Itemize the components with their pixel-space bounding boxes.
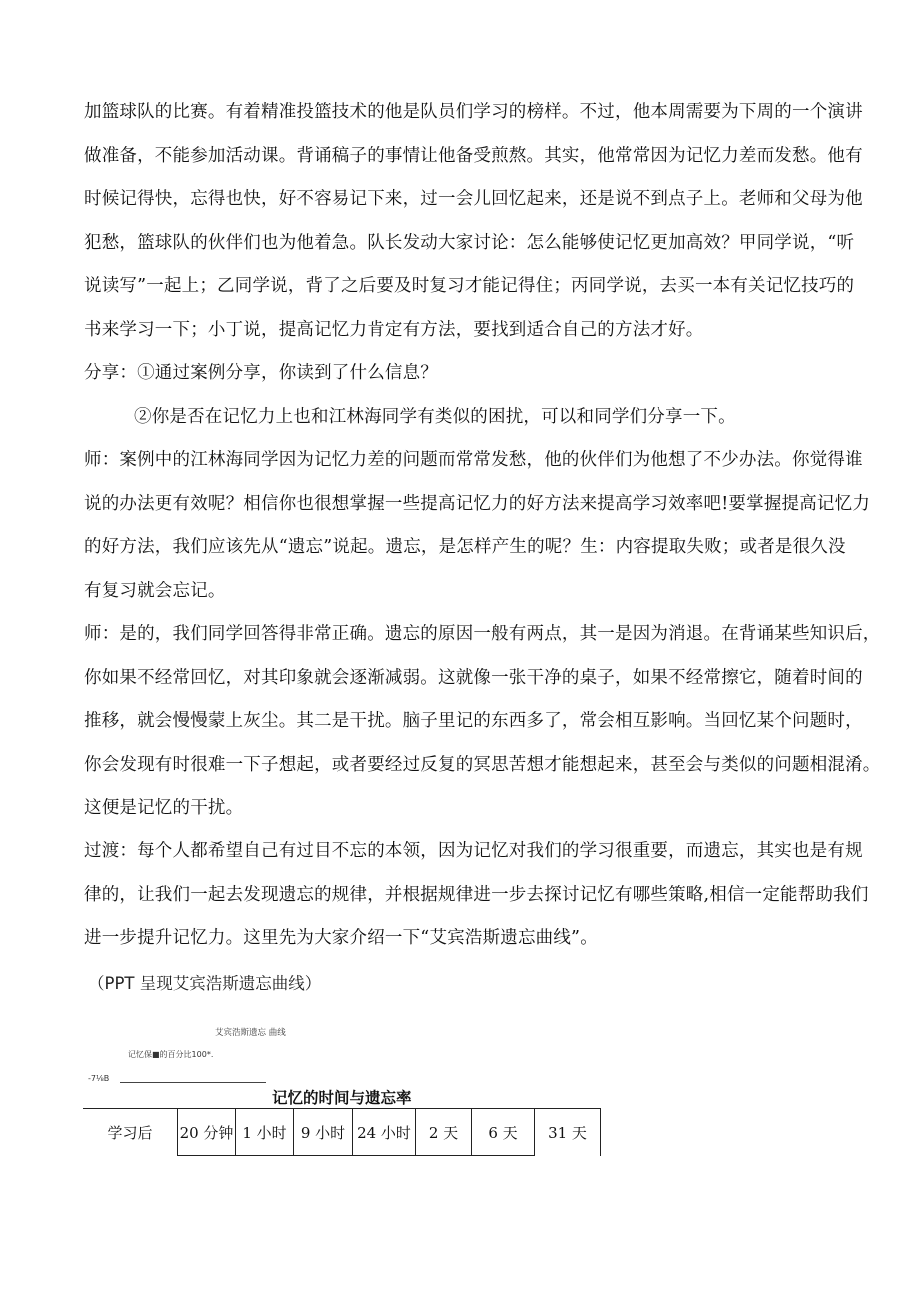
table-cell: 6 天 xyxy=(472,1109,535,1156)
text-line: 你会发现有时很难一下子想起，或者要经过反复的冥思苦想才能想起来，甚至会与类似的问题相混淆。 xyxy=(84,754,881,775)
text-line: 的好方法，我们应该先从“遗忘”说起。遗忘，是怎样产生的呢？生：内容提取失败；或者是很久没 xyxy=(84,537,846,557)
paragraph-teacher-1 xyxy=(84,439,871,613)
text-line: 做准备，不能参加活动课。背诵稿子的事情让他备受煎熬。其实，他常常因为记忆力差而发愁。他有 xyxy=(84,145,863,166)
text-line: 有复习就会忘记。 xyxy=(84,580,226,601)
figure-y-label: 记忆保■的百分比100*. xyxy=(128,1050,214,1059)
figure-axis-label: -7⅛B xyxy=(88,1074,110,1083)
text-line: 分享：①通过案例分享，你读到了什么信息？ xyxy=(84,363,438,383)
table-cell: 2 天 xyxy=(416,1109,472,1156)
figure-title: 艾宾浩斯遗忘 曲线 xyxy=(215,1028,286,1038)
text-line: 这便是记忆的干扰。 xyxy=(84,798,244,818)
table-row xyxy=(83,1109,601,1156)
text-line: 加篮球队的比赛。有着精准投篮技术的他是队员们学习的榜样。不过，他本周需要为下周的一个演讲 xyxy=(84,102,863,122)
retention-table xyxy=(83,1108,601,1156)
text-line: 进一步提升记忆力。这里先为大家介绍一下“艾宾浩斯遗忘曲线”。 xyxy=(84,928,598,948)
paragraph-share xyxy=(84,352,834,439)
text-line: 时候记得快，忘得也快，好不容易记下来，过一会儿回忆起来，还是说不到点子上。老师和父母为他 xyxy=(84,189,863,209)
table-caption: 记忆的时间与遗忘率 xyxy=(272,1089,412,1107)
paragraph-transition xyxy=(84,830,869,961)
text-line: 推移，就会慢慢蒙上灰尘。其二是干扰。脑子里记的东西多了，常会相互影响。当回忆某个问题时， xyxy=(84,711,863,731)
text-line: 律的，让我们一起去发现遗忘的规律，并根据规律进一步去探讨记忆有哪些策略,相信一定能帮助我们 xyxy=(84,884,869,905)
text-line: 说的办法更有效呢？相信你也很想掌握一些提高记忆力的好方法来提高学习效率吧!要掌握提高记忆力 xyxy=(84,493,871,514)
table-cell: 20 分钟 xyxy=(178,1109,236,1156)
figure-axis-line xyxy=(120,1082,266,1083)
text-line: 过渡：每个人都希望自己有过目不忘的本领，因为记忆对我们的学习很重要，而遗忘，其实也是有规 xyxy=(84,841,863,861)
table-cell: 1 小时 xyxy=(236,1109,294,1156)
table-cell: 学习后 xyxy=(83,1109,178,1156)
text-line: 犯愁，篮球队的伙伴们也为他着急。队长发动大家讨论：怎么能够使记忆更加高效？甲同学说，“听 xyxy=(84,232,855,253)
text-line: 书来学习一下；小丁说，提高记忆力肯定有方法，要找到适合自己的方法才好。 xyxy=(84,319,704,340)
paragraph-teacher-2 xyxy=(84,613,881,831)
text-line: 说读写”一起上；乙同学说，背了之后要及时复习才能记得住；丙同学说，去买一本有关记忆技巧的 xyxy=(84,276,855,296)
text-line: 师：案例中的江林海同学因为记忆力差的问题而常常发愁，他的伙伴们为他想了不少办法。你觉得谁 xyxy=(84,450,863,470)
text-line: 你如果不经常回忆，对其印象就会逐渐减弱。这就像一张干净的桌子，如果不经常擦它，随着时间的 xyxy=(84,667,863,688)
ppt-note: （PPT 呈现艾宾浩斯遗忘曲线） xyxy=(88,974,322,993)
text-line: ②你是否在记忆力上也和江林海同学有类似的困扰，可以和同学们分享一下。 xyxy=(134,406,736,427)
table-cell: 24 小时 xyxy=(353,1109,416,1156)
paragraph-story xyxy=(84,91,863,352)
table-cell: 9 小时 xyxy=(294,1109,353,1156)
table-cell: 31 天 xyxy=(535,1109,601,1156)
text-line: 师：是的，我们同学回答得非常正确。遗忘的原因一般有两点，其一是因为消退。在背诵某些知识后， xyxy=(84,624,881,644)
